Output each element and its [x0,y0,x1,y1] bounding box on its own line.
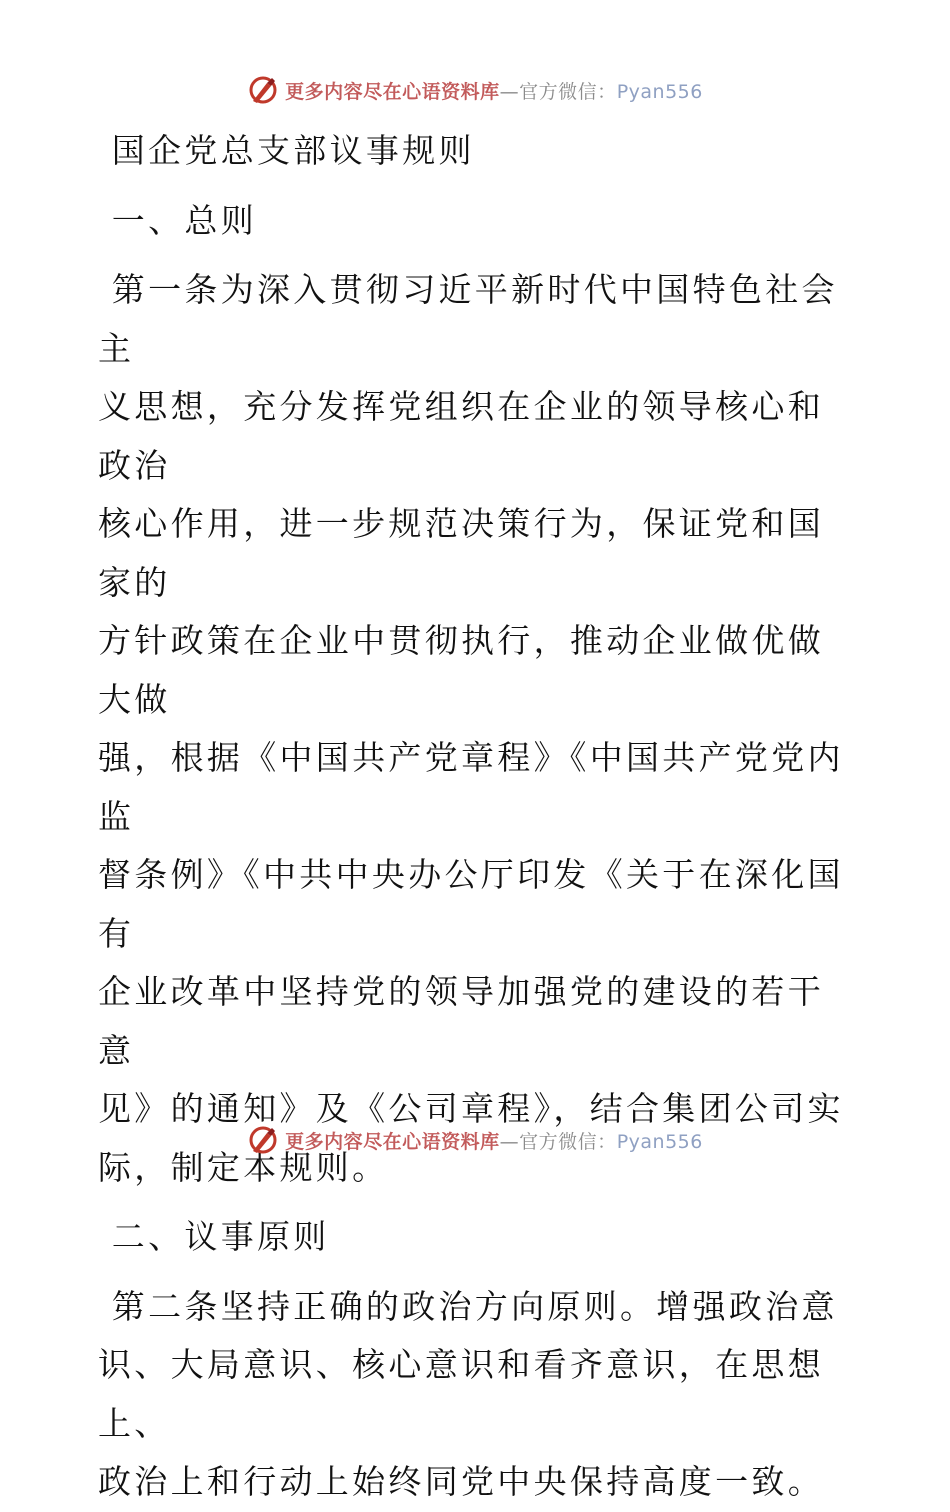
pen-logo-icon [247,74,279,106]
article-1-line: 义思想，充分发挥党组织在企业的领导核心和政治 [98,387,824,485]
article-2-line: 识、大局意识、核心意识和看齐意识，在思想上、 [98,1345,824,1443]
article-1-line: 际，制定本规则。 [98,1147,389,1187]
document-body [98,122,858,1512]
article-2-line: 第二条坚持正确的政治方向原则。增强政治意 [98,1286,838,1326]
article-2-line: 政治上和行动上始终同党中央保持高度一致。 [98,1462,824,1501]
article-1-line: 核心作用，进一步规范决策行为，保证党和国家的 [98,504,824,602]
footer-watermark [0,1120,950,1160]
document-title: 国企党总支部议事规则 [98,131,475,170]
article-1-line: 督条例》《中共中央办公厅印发《关于在深化国有 [98,855,844,953]
pen-logo-icon [247,1124,279,1156]
article-1-line: 强，根据《中国共产党章程》《中国共产党党内监 [98,738,844,836]
article-1-line: 企业改革中坚持党的领导加强党的建设的若干意 [98,972,824,1070]
watermark-text: 更多内容尽在心语资料库—官方微信：Pyan556 [285,80,703,103]
article-1-line: 见》的通知》及《公司章程》，结合集团公司实 [98,1089,844,1128]
article-1-line: 第一条为深入贯彻习近平新时代中国特色社会主 [98,270,838,368]
section-heading-general: 一、总则 [98,200,257,240]
header-watermark [0,70,950,110]
article-1-line: 方针政策在企业中贯彻执行，推动企业做优做大做 [98,621,824,719]
watermark-text: 更多内容尽在心语资料库—官方微信：Pyan556 [285,1130,703,1153]
section-heading-principles: 二、议事原则 [98,1217,330,1256]
